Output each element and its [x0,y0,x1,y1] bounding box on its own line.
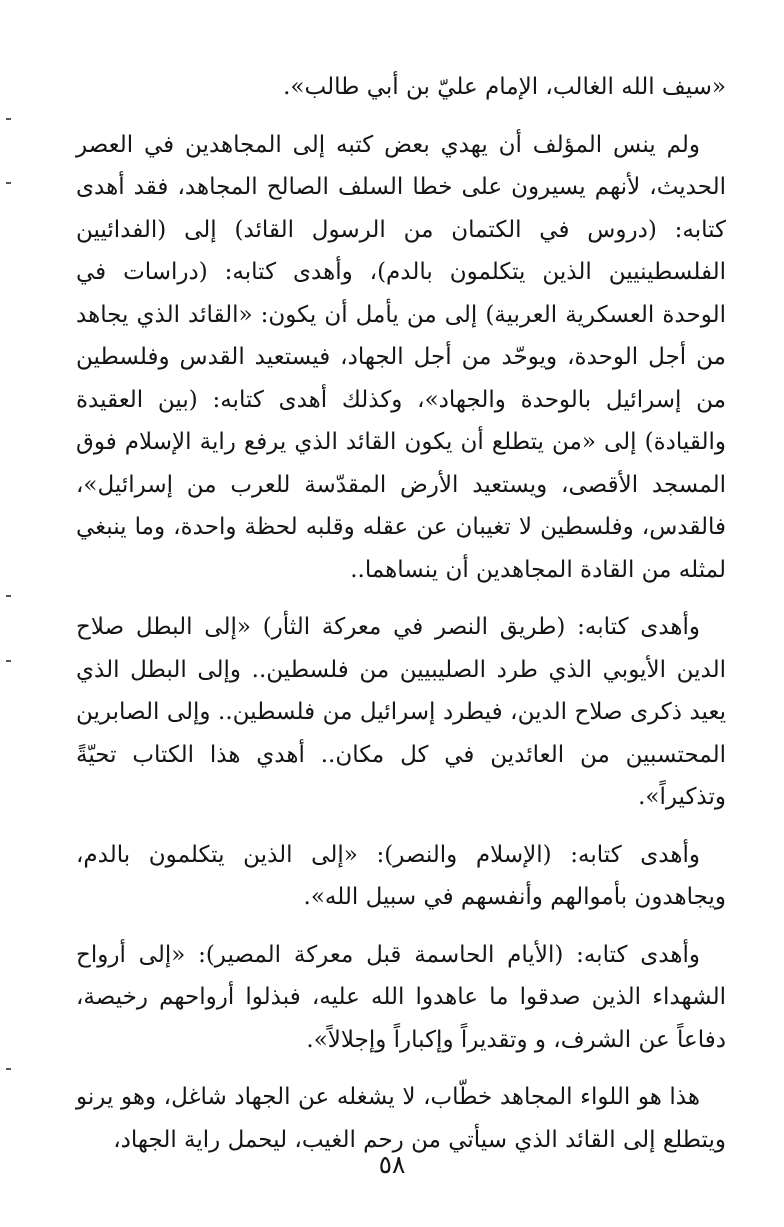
paragraph-4: وأهدى كتابه: (الإسلام والنصر): «إلى الذين يتكلمون بالدم، ويجاهدون بأموالهم وأنفسهم في سبيل الله». [76,841,726,910]
paragraph-1: «سيف الله الغالب، الإمام عليّ بن أبي طالب». [283,74,726,100]
scan-edge-mark [6,595,11,597]
paragraph-3: وأهدى كتابه: (طريق النصر في معركة الثأر) «إلى البطل صلاح الدين الأيوبي الذي طرد الصليبيين من فلسطين.. وإلى البطل الذي يعيد ذكرى صلاح الدين، فيطرد إسرائيل من فلسطين.. وإلى الصابرين المحتسبين من العائدين في كل مكان.. أهدي هذا الكتاب تحيّةً وتذكيراً». [76,614,726,810]
scan-edge-mark [6,1068,11,1070]
scan-edge-mark [6,660,11,662]
scan-edge-mark [6,182,11,184]
paragraph-2: ولم ينس المؤلف أن يهدي بعض كتبه إلى المجاهدين في العصر الحديث، لأنهم يسيرون على خطا السلف الصالح المجاهد، فقد أهدى كتابه: (دروس في الكتمان من الرسول القائد) إلى (الفدائيين الفلسطينيين الذين يتكلمون بالدم)، وأهدى كتابه: (دراسات في الوحدة العسكرية العربية) إلى من يأمل أن يكون: «القائد الذي يجاهد من أجل الوحدة، ويوحّد من أجل الجهاد، فيستعيد القدس وفلسطين من إسرائيل بالوحدة والجهاد»، وكذلك أهدى كتابه: (بين العقيدة والقيادة) إلى «من يتطلع أن يكون القائد الذي يرفع راية الإسلام فوق المسجد الأقصى، ويستعيد الأرض المقدّسة للعرب من إسرائيل»، فالقدس، وفلسطين لا تغيبان عن عقله وقلبه لحظة واحدة، وما ينبغي لمثله من القادة المجاهدين أن ينساهما.. [76,131,726,583]
page-body [76,66,726,1161]
paragraph-6: هذا هو اللواء المجاهد خطّاب، لا يشغله عن الجهاد شاغل، وهو يرنو ويتطلع إلى القائد الذي سيأتي من رحم الغيب، ليحمل راية الجهاد، [76,1084,726,1153]
paragraph-5: وأهدى كتابه: (الأيام الحاسمة قبل معركة المصير): «إلى أرواح الشهداء الذين صدقوا ما عاهدوا الله عليه، فبذلوا أرواحهم رخيصة، دفاعاً عن الشرف، و وتقديراً وإكباراً وإجلالاً». [76,941,726,1053]
scan-edge-mark [6,118,11,120]
page-number: ٥٨ [378,1150,406,1179]
